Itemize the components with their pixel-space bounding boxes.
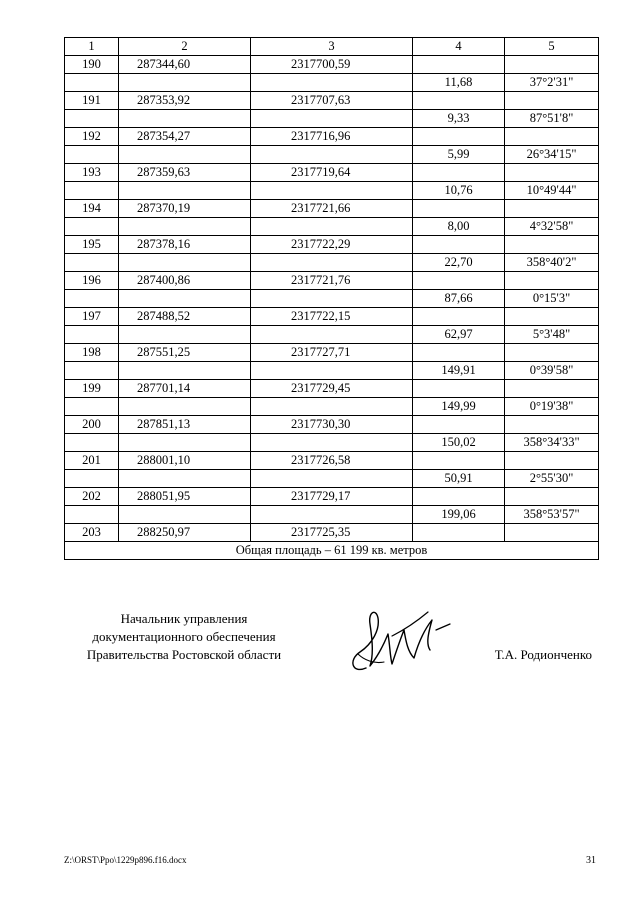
direction-angle-cell: 358°40'2" bbox=[505, 254, 599, 272]
empty-cell bbox=[251, 326, 413, 344]
column-header-x: 2 bbox=[119, 38, 251, 56]
table-row bbox=[65, 92, 599, 110]
empty-cell bbox=[413, 56, 505, 74]
direction-angle-cell: 10°49'44" bbox=[505, 182, 599, 200]
column-header-length: 4 bbox=[413, 38, 505, 56]
empty-cell bbox=[119, 146, 251, 164]
y-coordinate-cell: 2317722,15 bbox=[251, 308, 413, 326]
empty-cell bbox=[413, 416, 505, 434]
table-row bbox=[65, 236, 599, 254]
empty-cell bbox=[505, 524, 599, 542]
empty-cell bbox=[251, 218, 413, 236]
empty-cell bbox=[251, 470, 413, 488]
direction-angle-cell: 2°55'30" bbox=[505, 470, 599, 488]
table-row bbox=[65, 344, 599, 362]
x-coordinate-cell: 287400,86 bbox=[119, 272, 251, 290]
segment-length-cell: 8,00 bbox=[413, 218, 505, 236]
table-row bbox=[65, 362, 599, 380]
table-row bbox=[65, 218, 599, 236]
total-area-text: Общая площадь – 61 199 кв. метров bbox=[65, 542, 599, 560]
empty-cell bbox=[251, 398, 413, 416]
point-number-cell: 200 bbox=[65, 416, 119, 434]
point-number-cell: 202 bbox=[65, 488, 119, 506]
table-row bbox=[65, 434, 599, 452]
table-row bbox=[65, 200, 599, 218]
signatory-name: Т.А. Родионченко bbox=[494, 647, 592, 662]
table-row bbox=[65, 290, 599, 308]
empty-cell bbox=[119, 362, 251, 380]
empty-cell bbox=[119, 182, 251, 200]
table-row bbox=[65, 74, 599, 92]
y-coordinate-cell: 2317729,17 bbox=[251, 488, 413, 506]
point-number-cell: 197 bbox=[65, 308, 119, 326]
empty-cell bbox=[505, 308, 599, 326]
table-row bbox=[65, 110, 599, 128]
empty-cell bbox=[505, 128, 599, 146]
segment-length-cell: 22,70 bbox=[413, 254, 505, 272]
table-row bbox=[65, 56, 599, 74]
segment-length-cell: 87,66 bbox=[413, 290, 505, 308]
y-coordinate-cell: 2317719,64 bbox=[251, 164, 413, 182]
empty-cell bbox=[119, 254, 251, 272]
point-number-cell: 199 bbox=[65, 380, 119, 398]
empty-cell bbox=[65, 254, 119, 272]
empty-cell bbox=[505, 56, 599, 74]
empty-cell bbox=[119, 326, 251, 344]
empty-cell bbox=[65, 182, 119, 200]
segment-length-cell: 50,91 bbox=[413, 470, 505, 488]
empty-cell bbox=[65, 110, 119, 128]
x-coordinate-cell: 287378,16 bbox=[119, 236, 251, 254]
y-coordinate-cell: 2317721,76 bbox=[251, 272, 413, 290]
empty-cell bbox=[119, 398, 251, 416]
empty-cell bbox=[251, 362, 413, 380]
y-coordinate-cell: 2317729,45 bbox=[251, 380, 413, 398]
column-header-point: 1 bbox=[65, 38, 119, 56]
point-number-cell: 194 bbox=[65, 200, 119, 218]
x-coordinate-cell: 287344,60 bbox=[119, 56, 251, 74]
point-number-cell: 195 bbox=[65, 236, 119, 254]
footer-page-number: 31 bbox=[586, 855, 596, 866]
segment-length-cell: 9,33 bbox=[413, 110, 505, 128]
y-coordinate-cell: 2317726,58 bbox=[251, 452, 413, 470]
segment-length-cell: 10,76 bbox=[413, 182, 505, 200]
empty-cell bbox=[119, 290, 251, 308]
table-header-row bbox=[65, 38, 599, 56]
empty-cell bbox=[251, 110, 413, 128]
empty-cell bbox=[251, 146, 413, 164]
segment-length-cell: 150,02 bbox=[413, 434, 505, 452]
empty-cell bbox=[413, 524, 505, 542]
empty-cell bbox=[65, 470, 119, 488]
segment-length-cell: 5,99 bbox=[413, 146, 505, 164]
table-row bbox=[65, 164, 599, 182]
empty-cell bbox=[505, 200, 599, 218]
coordinates-table bbox=[64, 37, 599, 560]
empty-cell bbox=[65, 218, 119, 236]
empty-cell bbox=[251, 254, 413, 272]
point-number-cell: 198 bbox=[65, 344, 119, 362]
total-area-row bbox=[65, 542, 599, 560]
empty-cell bbox=[413, 308, 505, 326]
empty-cell bbox=[413, 344, 505, 362]
empty-cell bbox=[119, 470, 251, 488]
empty-cell bbox=[251, 506, 413, 524]
empty-cell bbox=[119, 434, 251, 452]
empty-cell bbox=[119, 110, 251, 128]
y-coordinate-cell: 2317700,59 bbox=[251, 56, 413, 74]
table-row bbox=[65, 380, 599, 398]
x-coordinate-cell: 287354,27 bbox=[119, 128, 251, 146]
empty-cell bbox=[505, 344, 599, 362]
table-row bbox=[65, 506, 599, 524]
y-coordinate-cell: 2317727,71 bbox=[251, 344, 413, 362]
coordinates-table-body bbox=[65, 38, 599, 560]
empty-cell bbox=[505, 452, 599, 470]
empty-cell bbox=[65, 362, 119, 380]
point-number-cell: 203 bbox=[65, 524, 119, 542]
direction-angle-cell: 0°15'3" bbox=[505, 290, 599, 308]
empty-cell bbox=[65, 74, 119, 92]
table-row bbox=[65, 146, 599, 164]
x-coordinate-cell: 287353,92 bbox=[119, 92, 251, 110]
empty-cell bbox=[505, 488, 599, 506]
point-number-cell: 193 bbox=[65, 164, 119, 182]
table-row bbox=[65, 326, 599, 344]
segment-length-cell: 149,91 bbox=[413, 362, 505, 380]
point-number-cell: 192 bbox=[65, 128, 119, 146]
empty-cell bbox=[65, 290, 119, 308]
point-number-cell: 190 bbox=[65, 56, 119, 74]
segment-length-cell: 62,97 bbox=[413, 326, 505, 344]
x-coordinate-cell: 288001,10 bbox=[119, 452, 251, 470]
table-row bbox=[65, 308, 599, 326]
empty-cell bbox=[65, 146, 119, 164]
table-row bbox=[65, 416, 599, 434]
empty-cell bbox=[505, 272, 599, 290]
table-row bbox=[65, 254, 599, 272]
segment-length-cell: 11,68 bbox=[413, 74, 505, 92]
direction-angle-cell: 26°34'15" bbox=[505, 146, 599, 164]
table-row bbox=[65, 182, 599, 200]
y-coordinate-cell: 2317721,66 bbox=[251, 200, 413, 218]
segment-length-cell: 199,06 bbox=[413, 506, 505, 524]
footer-file-path: Z:\ORST\Ppo\1229p896.f16.docx bbox=[64, 855, 187, 865]
empty-cell bbox=[505, 92, 599, 110]
signatory-position-line: Правительства Ростовской области bbox=[86, 647, 282, 662]
empty-cell bbox=[413, 380, 505, 398]
empty-cell bbox=[65, 434, 119, 452]
x-coordinate-cell: 287701,14 bbox=[119, 380, 251, 398]
direction-angle-cell: 0°19'38" bbox=[505, 398, 599, 416]
y-coordinate-cell: 2317722,29 bbox=[251, 236, 413, 254]
direction-angle-cell: 358°34'33" bbox=[505, 434, 599, 452]
y-coordinate-cell: 2317716,96 bbox=[251, 128, 413, 146]
table-row bbox=[65, 524, 599, 542]
empty-cell bbox=[413, 164, 505, 182]
direction-angle-cell: 5°3'48" bbox=[505, 326, 599, 344]
point-number-cell: 196 bbox=[65, 272, 119, 290]
empty-cell bbox=[413, 236, 505, 254]
empty-cell bbox=[505, 380, 599, 398]
signatory-position-line: документационного обеспечения bbox=[92, 629, 276, 644]
empty-cell bbox=[505, 416, 599, 434]
empty-cell bbox=[251, 74, 413, 92]
empty-cell bbox=[65, 326, 119, 344]
empty-cell bbox=[413, 488, 505, 506]
table-row bbox=[65, 452, 599, 470]
signatory-position-line: Начальник управления bbox=[120, 611, 248, 626]
handwritten-signature bbox=[344, 600, 454, 680]
point-number-cell: 201 bbox=[65, 452, 119, 470]
empty-cell bbox=[251, 182, 413, 200]
table-row bbox=[65, 272, 599, 290]
direction-angle-cell: 37°2'31" bbox=[505, 74, 599, 92]
point-number-cell: 191 bbox=[65, 92, 119, 110]
x-coordinate-cell: 287359,63 bbox=[119, 164, 251, 182]
y-coordinate-cell: 2317730,30 bbox=[251, 416, 413, 434]
x-coordinate-cell: 287488,52 bbox=[119, 308, 251, 326]
signature-block bbox=[64, 610, 598, 680]
x-coordinate-cell: 287851,13 bbox=[119, 416, 251, 434]
table-row bbox=[65, 488, 599, 506]
column-header-y: 3 bbox=[251, 38, 413, 56]
empty-cell bbox=[251, 434, 413, 452]
table-row bbox=[65, 398, 599, 416]
empty-cell bbox=[413, 452, 505, 470]
direction-angle-cell: 0°39'58" bbox=[505, 362, 599, 380]
column-header-angle: 5 bbox=[505, 38, 599, 56]
empty-cell bbox=[413, 200, 505, 218]
x-coordinate-cell: 287551,25 bbox=[119, 344, 251, 362]
y-coordinate-cell: 2317725,35 bbox=[251, 524, 413, 542]
empty-cell bbox=[505, 236, 599, 254]
x-coordinate-cell: 288250,97 bbox=[119, 524, 251, 542]
segment-length-cell: 149,99 bbox=[413, 398, 505, 416]
empty-cell bbox=[413, 128, 505, 146]
empty-cell bbox=[413, 92, 505, 110]
y-coordinate-cell: 2317707,63 bbox=[251, 92, 413, 110]
empty-cell bbox=[251, 290, 413, 308]
table-row bbox=[65, 128, 599, 146]
direction-angle-cell: 4°32'58" bbox=[505, 218, 599, 236]
direction-angle-cell: 87°51'8" bbox=[505, 110, 599, 128]
empty-cell bbox=[65, 506, 119, 524]
direction-angle-cell: 358°53'57" bbox=[505, 506, 599, 524]
empty-cell bbox=[505, 164, 599, 182]
signatory-position bbox=[64, 610, 304, 664]
empty-cell bbox=[119, 74, 251, 92]
empty-cell bbox=[65, 398, 119, 416]
empty-cell bbox=[119, 218, 251, 236]
empty-cell bbox=[413, 272, 505, 290]
x-coordinate-cell: 287370,19 bbox=[119, 200, 251, 218]
table-row bbox=[65, 470, 599, 488]
empty-cell bbox=[119, 506, 251, 524]
x-coordinate-cell: 288051,95 bbox=[119, 488, 251, 506]
